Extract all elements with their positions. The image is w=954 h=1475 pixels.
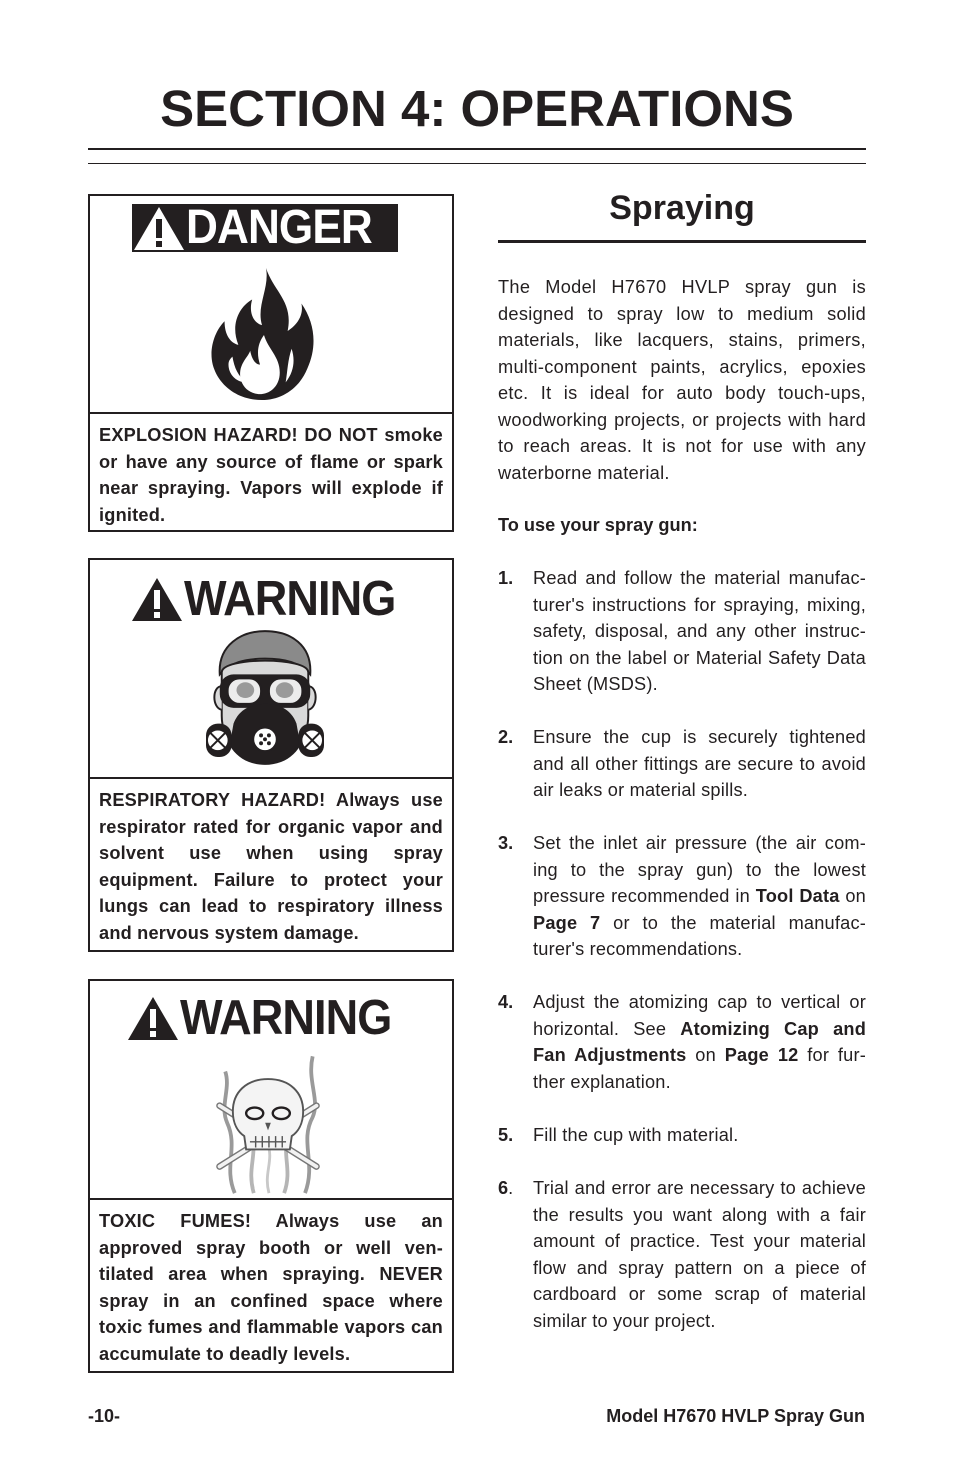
title-rule-top (88, 148, 866, 150)
respiratory-warning-text: RESPIRATORY HAZARD! Always use respirator rated for organic vapor and solvent use when using spray equipment. Failure to protect your lungs can lead to respiratory illness and nervous system damage. (99, 790, 443, 943)
respirator-mask-icon (206, 628, 324, 768)
danger-box (88, 194, 454, 532)
step-text (533, 830, 866, 963)
step-text-part: on (839, 886, 866, 906)
step-number (498, 1175, 513, 1202)
atomizing-cap-reference: Atomizing Cap and Fan Adjustments (533, 1018, 866, 1065)
step-text: Trial and error are necessary to achieve the results you want along with a fair amount of practice. Test your material flow and spray pattern on a piece of cardboard or some scrap of material similar to your project. (533, 1178, 866, 1331)
respiratory-warning-box (88, 558, 454, 952)
step-text-part: for fur-ther explanation. (533, 1045, 867, 1092)
step-2 (498, 724, 866, 804)
toxic-warning-box (88, 979, 454, 1373)
step-number: 3. (498, 833, 514, 853)
danger-text: EXPLOSION HAZARD! DO NOT smoke or have any source of flame or spark near spraying. Vapors will explode if ignited. (99, 425, 443, 525)
signal-word: DANGER (186, 201, 372, 254)
step-text-part: on (686, 1045, 725, 1065)
instructions-label: To use your spray gun: (498, 515, 698, 535)
step-text: Fill the cup with material. (533, 1125, 739, 1145)
alert-triangle-icon (126, 994, 180, 1042)
warning-banner-area (90, 560, 452, 779)
step-text-part: Adjust the atomizing cap to vertical or horizontal. See (533, 992, 866, 1039)
step-number: 1. (498, 568, 514, 588)
alert-triangle-icon (130, 575, 184, 623)
warning-banner (126, 993, 410, 1043)
step-5 (498, 1122, 866, 1149)
signal-word: WARNING (180, 991, 392, 1045)
step-number-suffix: . (508, 1178, 514, 1198)
page-7-reference: Page 7 (533, 912, 601, 933)
step-text-part: or to the material manufac-turer's recommendations. (533, 912, 866, 959)
signal-word: WARNING (184, 572, 396, 626)
footer-model: Model H7670 HVLP Spray Gun (606, 1406, 865, 1426)
step-number-digit: 6 (498, 1178, 509, 1198)
step-3 (498, 830, 866, 963)
spraying-intro: The Model H7670 HVLP spray gun is designed to spray low to medium solid materials, like lacquers, stains, primers, multi-component paints, acrylics, epoxies etc. It is ideal for auto body touch-ups, woodworking projects, or projects with hard to reach areas. It is not for use with any waterborne material. (498, 277, 866, 483)
step-6 (498, 1175, 866, 1334)
alert-triangle-icon (132, 204, 186, 252)
step-text: Read and follow the material manufac-turer's instructions for spraying, mixing, safety, disposal, and any other instruc-tion on the label or Material Safety Data Sheet (MSDS). (533, 568, 866, 694)
step-1 (498, 565, 866, 698)
step-text (533, 989, 866, 1095)
toxic-skull-icon (206, 1043, 330, 1195)
tool-data-reference: Tool Data (755, 886, 840, 906)
step-text: Ensure the cup is securely tightened and all other fittings are secure to avoid air leaks or material spills. (533, 727, 866, 800)
danger-banner-area (90, 196, 452, 414)
spraying-heading-rule (498, 240, 866, 243)
danger-banner (132, 201, 398, 254)
toxic-warning-text: TOXIC FUMES! Always use an approved spray booth or well ven-tilated area when spraying. NEVER spray in an confined space where toxic fumes and flammable vapors can accumulate to deadly levels. (99, 1211, 443, 1364)
warning-banner (130, 574, 414, 624)
step-4 (498, 989, 866, 1095)
step-number: 5. (498, 1125, 514, 1145)
warning-banner-area (90, 981, 452, 1200)
fire-icon (208, 266, 318, 404)
page-number: -10- (88, 1406, 121, 1426)
title-rule-bottom (88, 163, 866, 164)
step-number: 2. (498, 727, 514, 747)
section-title: SECTION 4: OPERATIONS (160, 80, 794, 137)
spraying-heading: Spraying (609, 189, 755, 227)
page-12-reference: Page 12 (724, 1045, 799, 1065)
step-number: 4. (498, 992, 514, 1012)
step-text-part: Set the inlet air pressure (the air com-ing to the spray gun) to the lowest pressure recommended in (533, 833, 866, 906)
